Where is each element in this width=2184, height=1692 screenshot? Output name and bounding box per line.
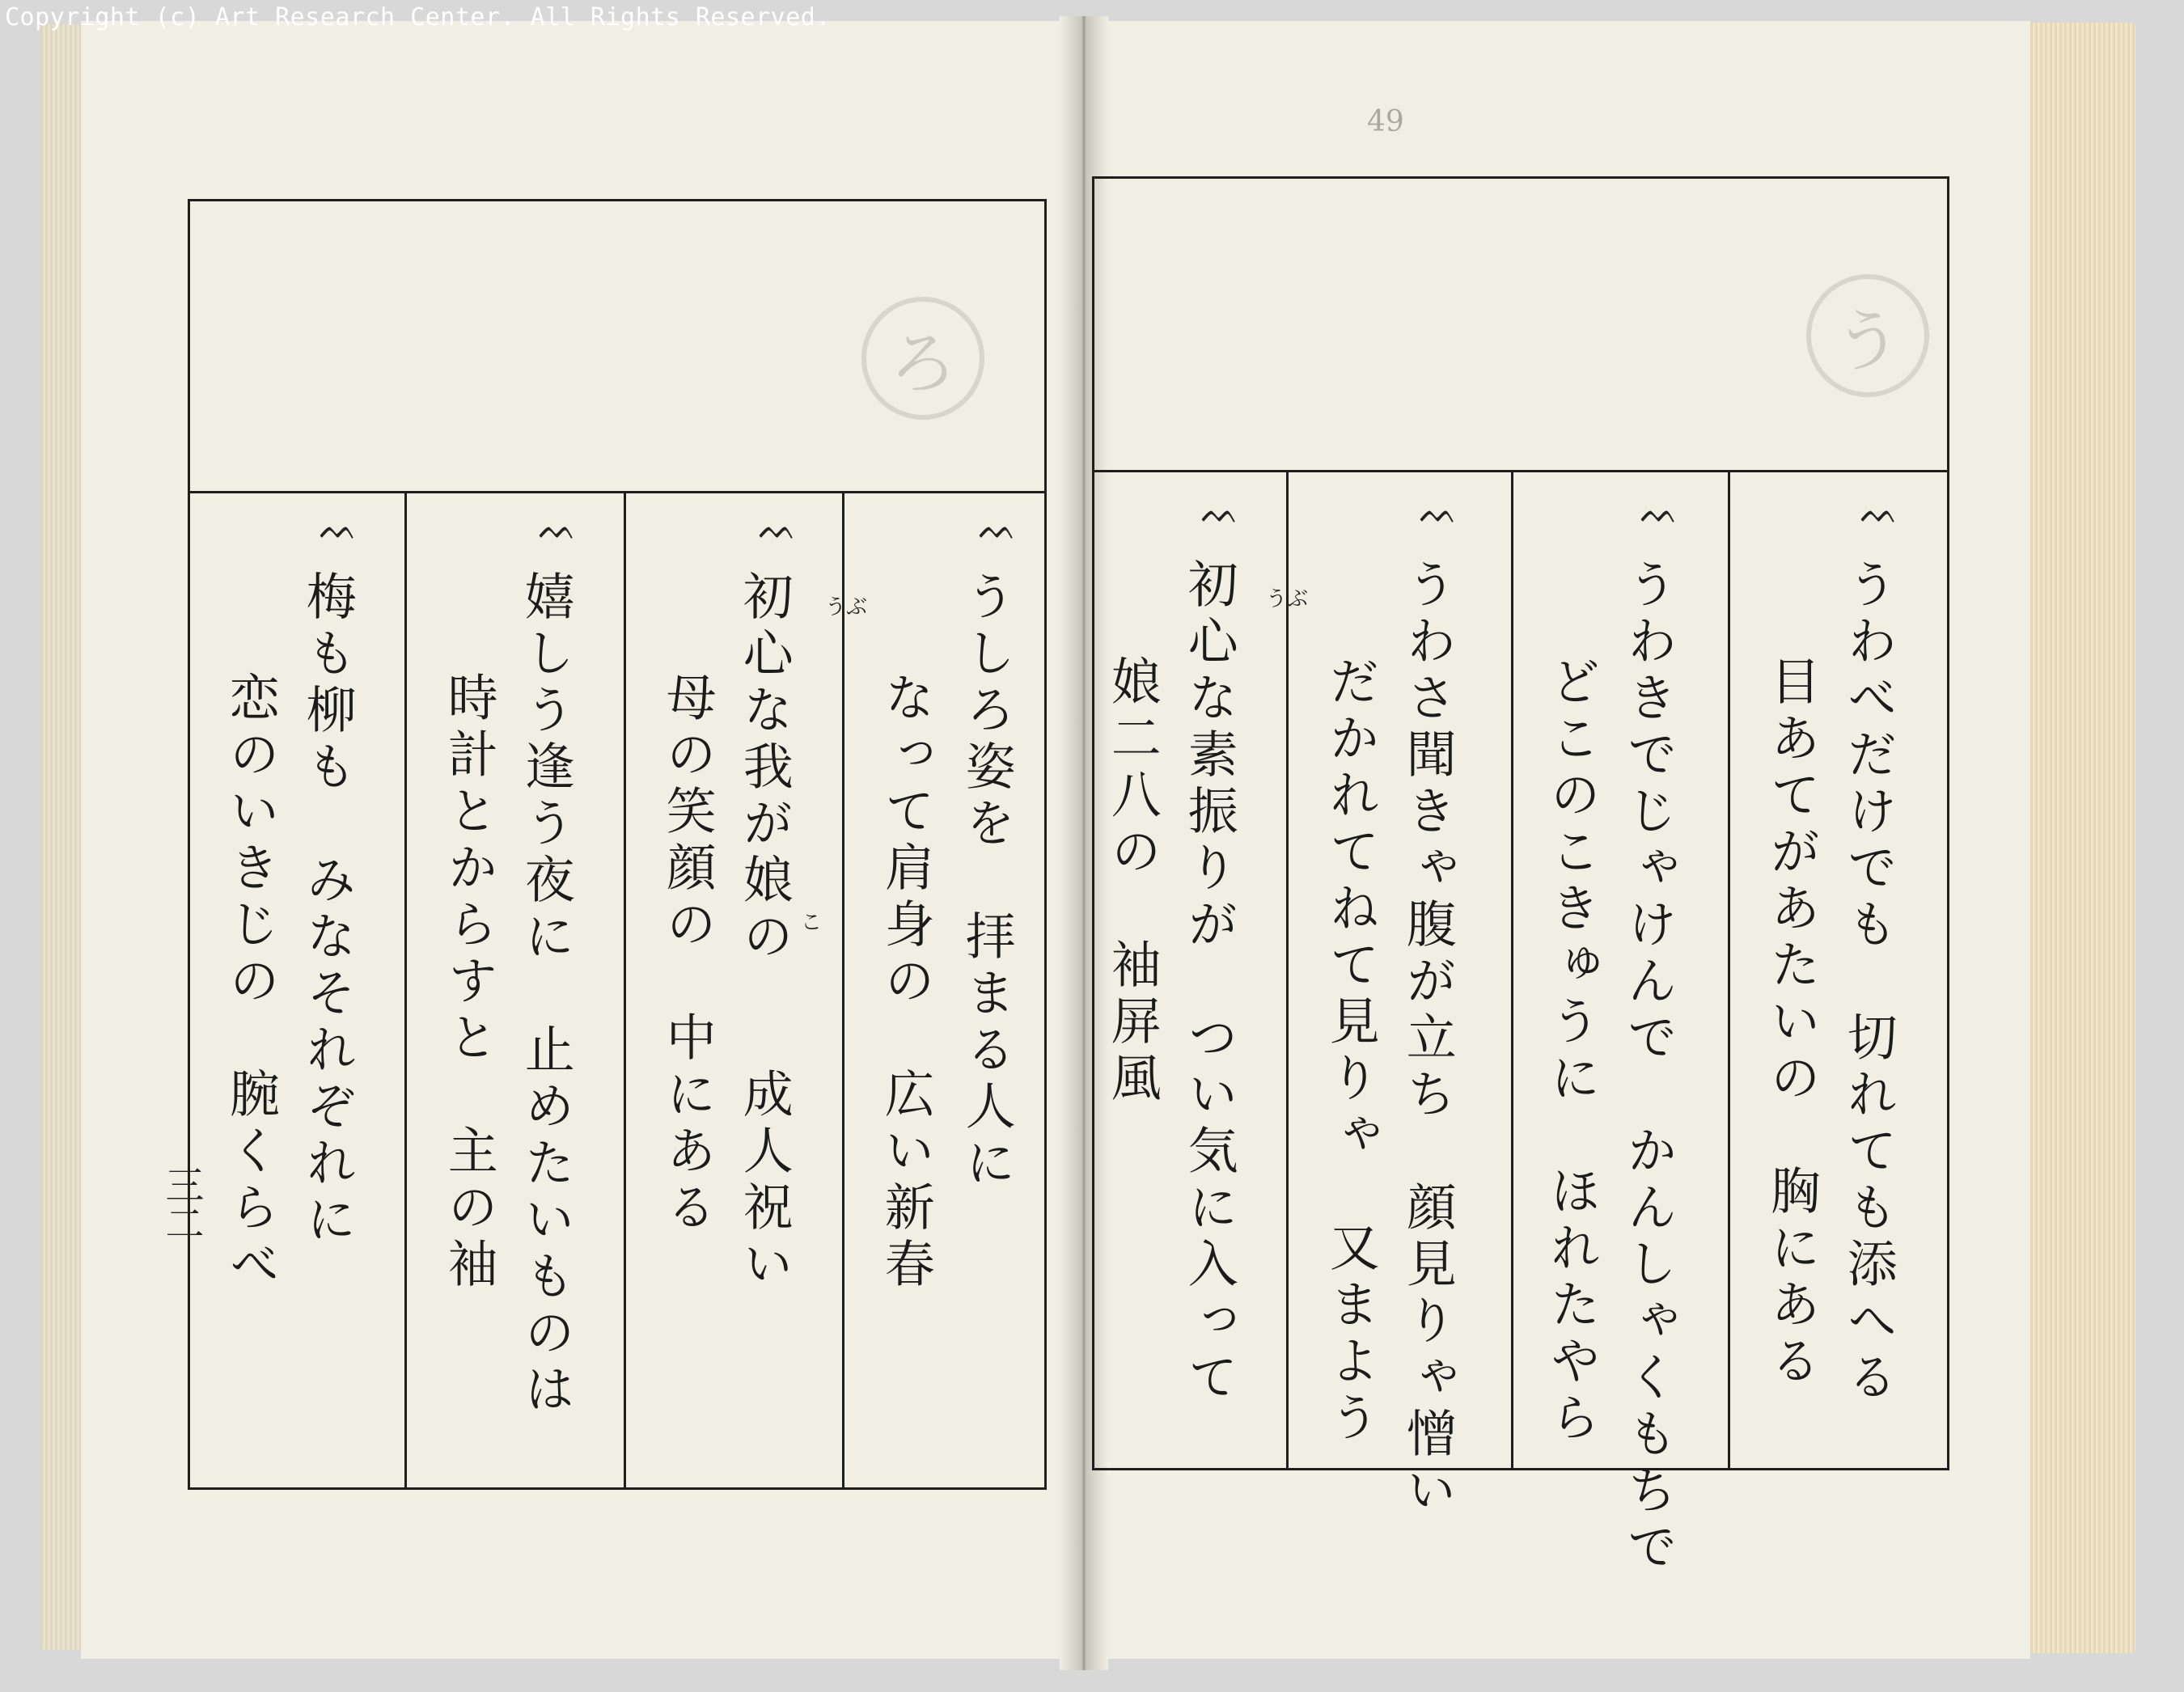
furigana: うぶ: [1266, 587, 1309, 611]
verse-mark-icon: ᨓ: [320, 510, 358, 547]
verse-line: うわきでじゃけんで かんしゃくもちで: [1619, 558, 1678, 1577]
verse-line: 嬉しう逢う夜に 止めたいものは: [516, 570, 576, 1419]
verse-mark-icon: ᨓ: [759, 510, 798, 547]
verse-line: 目あてがあたいの 胸にある: [1762, 655, 1822, 1391]
verse-mark-icon: ᨓ: [1201, 493, 1240, 531]
verse-line: 成人祝い: [734, 1068, 794, 1294]
ghost-kana-mark: う: [1806, 274, 1929, 397]
column-divider: [842, 493, 844, 1487]
furigana: うぶ: [825, 595, 868, 620]
verse-line: だかれてねて見りゃ 又まよう: [1321, 655, 1381, 1448]
verse-mark-icon: ᨓ: [1860, 493, 1899, 531]
verse-line: 梅も柳も みなそれぞれに: [298, 570, 358, 1250]
furigana: こ: [801, 911, 823, 935]
verse-mark-icon: ᨓ: [979, 510, 1018, 547]
verse-line: なって肩身の 広い新春: [876, 671, 936, 1294]
right-page-edges: [2021, 23, 2135, 1653]
verse-line: 時計とからすと 主の袖: [439, 671, 499, 1294]
column-divider: [404, 493, 407, 1487]
column-divider: [1286, 472, 1289, 1468]
ghost-kana-mark: ろ: [861, 297, 984, 420]
verse-mark-icon: ᨓ: [1640, 493, 1679, 531]
verse-line: 母の笑顔の 中にある: [658, 671, 717, 1237]
column-divider: [624, 493, 626, 1487]
header-divider: [1094, 470, 1947, 472]
verse-mark-icon: ᨓ: [539, 510, 578, 547]
verse-mark-icon: ᨓ: [1420, 493, 1458, 531]
column-divider: [1511, 472, 1513, 1468]
pencil-note: 49: [1367, 105, 1404, 138]
verse-line: うわべだけでも 切れても添へる: [1839, 558, 1898, 1407]
verse-line: どこのこきゅうに ほれたやら: [1542, 655, 1602, 1448]
verse-line: 娘二八の 袖屏風: [1103, 655, 1162, 1108]
verse-line: 恋のいきじの 腕くらべ: [221, 671, 281, 1294]
page-number: 三二: [159, 1165, 204, 1242]
verse-line: うわさ聞きゃ腹が立ち 顔見りゃ憎い: [1398, 558, 1458, 1521]
column-divider: [1728, 472, 1730, 1468]
verse-line: 初心な我が娘の: [734, 570, 794, 967]
verse-line: 初心な素振りが つい気に入って: [1179, 558, 1239, 1407]
verse-line: うしろ姿を 拝まる人に: [957, 570, 1017, 1193]
copyright-notice: Copyright (c) Art Research Center. All Rights Reserved.: [5, 3, 831, 32]
header-divider: [190, 491, 1044, 493]
